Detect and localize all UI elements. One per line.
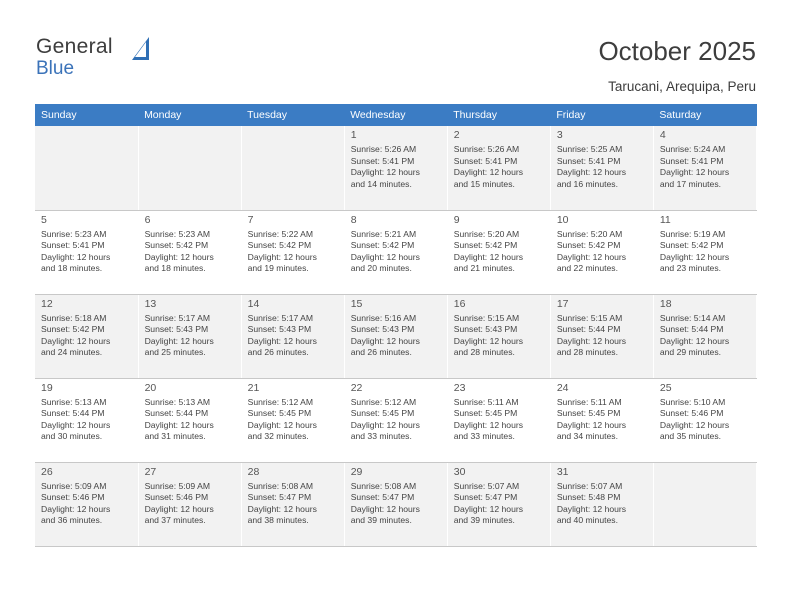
day-info: [145, 397, 236, 443]
day-info: [145, 229, 236, 275]
calendar-day-cell[interactable]: [35, 294, 138, 378]
day-info-sunrise: Sunrise: 5:21 AM: [350, 228, 417, 239]
calendar-day-cell[interactable]: [35, 462, 138, 546]
day-info-daylight1: Daylight: 12 hours: [556, 503, 627, 514]
day-info-sunset: Sunset: 5:47 PM: [453, 492, 518, 503]
calendar-day-cell[interactable]: [550, 378, 653, 462]
calendar-day-cell[interactable]: [447, 126, 550, 210]
page-header: [0, 0, 792, 96]
day-number: 3: [556, 129, 563, 141]
day-info-daylight1: Daylight: 12 hours: [659, 167, 730, 178]
day-number: 5: [41, 213, 47, 226]
calendar-day-cell[interactable]: [344, 294, 447, 378]
day-info: [557, 313, 648, 359]
day-info-sunrise: Sunrise: 5:20 AM: [556, 228, 623, 239]
calendar-day-cell[interactable]: [447, 462, 550, 546]
day-number: 2: [453, 129, 460, 141]
day-info-daylight1: Daylight: 12 hours: [453, 251, 524, 262]
day-info: [454, 397, 545, 443]
day-info-daylight2: and 19 minutes.: [247, 263, 309, 274]
day-info: [660, 397, 751, 443]
day-number: 23: [453, 381, 466, 394]
day-number: 7: [247, 213, 254, 226]
calendar-day-cell[interactable]: [344, 378, 447, 462]
day-info-daylight2: and 26 minutes.: [350, 347, 412, 358]
day-info-daylight1: Daylight: 12 hours: [556, 419, 627, 430]
day-info-daylight1: Daylight: 12 hours: [247, 419, 317, 430]
calendar-day-cell[interactable]: [241, 378, 344, 462]
calendar-day-cell[interactable]: [653, 126, 756, 210]
day-info-sunrise: Sunrise: 5:09 AM: [144, 480, 211, 491]
day-number: 30: [453, 465, 466, 478]
calendar-day-cell[interactable]: [447, 378, 550, 462]
day-info-sunrise: Sunrise: 5:23 AM: [144, 228, 211, 239]
day-info-sunset: Sunset: 5:43 PM: [453, 324, 518, 335]
day-info-sunset: Sunset: 5:41 PM: [453, 155, 518, 166]
calendar-day-cell[interactable]: [138, 210, 241, 294]
day-info-sunrise: Sunrise: 5:14 AM: [659, 312, 726, 323]
day-number: 26: [41, 465, 53, 478]
day-info-sunset: Sunset: 5:41 PM: [659, 155, 724, 166]
calendar-cell-empty: [653, 462, 756, 546]
day-number: 17: [556, 297, 569, 310]
calendar-day-cell[interactable]: [447, 210, 550, 294]
weekday-header-tuesday: Tuesday: [241, 104, 344, 126]
day-info: [557, 481, 648, 527]
day-info-daylight2: and 37 minutes.: [144, 515, 206, 526]
day-info: [454, 229, 545, 275]
day-info-daylight1: Daylight: 12 hours: [144, 503, 214, 514]
day-info-sunset: Sunset: 5:42 PM: [350, 240, 415, 251]
day-info-daylight2: and 33 minutes.: [350, 431, 412, 442]
day-info-sunset: Sunset: 5:48 PM: [556, 492, 621, 503]
day-info-daylight2: and 18 minutes.: [41, 263, 103, 274]
calendar-day-cell[interactable]: [344, 462, 447, 546]
day-info-daylight2: and 34 minutes.: [556, 431, 618, 442]
day-info-sunset: Sunset: 5:42 PM: [144, 240, 209, 251]
day-info-sunset: Sunset: 5:44 PM: [556, 324, 621, 335]
calendar-day-cell[interactable]: [550, 294, 653, 378]
day-info-daylight1: Daylight: 12 hours: [453, 419, 524, 430]
day-info-daylight1: Daylight: 12 hours: [453, 167, 524, 178]
day-info-sunrise: Sunrise: 5:19 AM: [659, 228, 726, 239]
calendar-day-cell[interactable]: [653, 378, 756, 462]
day-info: [41, 397, 133, 443]
calendar-day-cell[interactable]: [653, 294, 756, 378]
day-info-daylight2: and 39 minutes.: [350, 515, 412, 526]
day-info: [351, 144, 442, 190]
day-number: 21: [247, 381, 260, 394]
calendar-week-row: [35, 210, 757, 294]
day-info-daylight1: Daylight: 12 hours: [350, 419, 420, 430]
day-info-sunrise: Sunrise: 5:22 AM: [247, 228, 314, 239]
calendar-week-row: [35, 378, 757, 462]
day-info-daylight2: and 16 minutes.: [556, 178, 618, 189]
day-info-sunset: Sunset: 5:44 PM: [144, 408, 209, 419]
day-info-sunrise: Sunrise: 5:09 AM: [41, 480, 107, 491]
logo-text-blue: Blue: [36, 58, 75, 79]
day-info-sunrise: Sunrise: 5:18 AM: [41, 312, 107, 323]
day-info-sunrise: Sunrise: 5:16 AM: [350, 312, 417, 323]
day-info-daylight2: and 21 minutes.: [453, 263, 515, 274]
day-info-daylight2: and 20 minutes.: [350, 263, 412, 274]
day-info-sunrise: Sunrise: 5:11 AM: [556, 396, 622, 407]
day-info-daylight2: and 31 minutes.: [144, 431, 206, 442]
calendar-day-cell[interactable]: [241, 210, 344, 294]
day-info-sunrise: Sunrise: 5:24 AM: [659, 144, 726, 154]
day-info-daylight2: and 24 minutes.: [41, 347, 103, 358]
day-info-sunset: Sunset: 5:43 PM: [144, 324, 209, 335]
calendar-day-cell[interactable]: [35, 378, 138, 462]
day-number: 28: [247, 465, 260, 478]
calendar-day-cell[interactable]: [241, 462, 344, 546]
day-number: 25: [659, 381, 672, 394]
day-number: 13: [144, 297, 157, 310]
day-info: [557, 144, 648, 190]
day-info: [454, 144, 545, 190]
day-info-daylight2: and 23 minutes.: [659, 263, 722, 274]
weekday-header-friday: Friday: [550, 104, 653, 126]
day-info-sunrise: Sunrise: 5:17 AM: [144, 312, 211, 323]
day-info: [351, 229, 442, 275]
day-info-daylight1: Daylight: 12 hours: [659, 335, 730, 346]
day-info-sunset: Sunset: 5:47 PM: [350, 492, 415, 503]
day-info-daylight2: and 26 minutes.: [247, 347, 309, 358]
day-info-daylight2: and 39 minutes.: [453, 515, 515, 526]
day-info-sunset: Sunset: 5:42 PM: [453, 240, 518, 251]
day-number: 22: [350, 381, 363, 394]
day-info: [248, 397, 339, 443]
triangle-logo-inner-icon: [135, 42, 146, 57]
day-info-daylight2: and 35 minutes.: [659, 431, 722, 442]
day-info: [248, 313, 339, 359]
day-info-daylight2: and 30 minutes.: [41, 431, 103, 442]
day-info: [145, 481, 236, 527]
calendar-table: [35, 104, 757, 547]
day-info-sunrise: Sunrise: 5:23 AM: [41, 228, 107, 239]
calendar-day-cell[interactable]: [344, 210, 447, 294]
day-info-daylight1: Daylight: 12 hours: [247, 335, 317, 346]
day-info-sunset: Sunset: 5:46 PM: [659, 408, 724, 419]
calendar-day-cell[interactable]: [138, 378, 241, 462]
day-info-sunset: Sunset: 5:42 PM: [556, 240, 621, 251]
day-info-sunset: Sunset: 5:41 PM: [41, 240, 105, 251]
calendar-cell-empty: [138, 126, 241, 210]
day-info: [557, 229, 648, 275]
day-number: 4: [659, 129, 666, 141]
day-info: [41, 229, 133, 275]
day-info-sunrise: Sunrise: 5:20 AM: [453, 228, 520, 239]
logo-text-general: General: [36, 35, 113, 58]
day-info-daylight1: Daylight: 12 hours: [659, 419, 730, 430]
calendar-day-cell[interactable]: [138, 462, 241, 546]
day-number: 11: [659, 213, 671, 226]
calendar-week-row: [35, 462, 757, 546]
day-info-sunrise: Sunrise: 5:13 AM: [144, 396, 211, 407]
day-info: [41, 481, 133, 527]
day-info-daylight1: Daylight: 12 hours: [247, 251, 317, 262]
day-info: [454, 481, 545, 527]
day-number: 6: [144, 213, 151, 226]
day-info-sunset: Sunset: 5:45 PM: [247, 408, 312, 419]
day-number: 27: [144, 465, 157, 478]
day-info-daylight1: Daylight: 12 hours: [247, 503, 317, 514]
day-number: 9: [453, 213, 460, 226]
day-info-sunset: Sunset: 5:44 PM: [41, 408, 105, 419]
day-info-daylight1: Daylight: 12 hours: [350, 167, 420, 178]
day-info-daylight1: Daylight: 12 hours: [659, 251, 730, 262]
day-info-daylight1: Daylight: 12 hours: [144, 335, 214, 346]
day-info-daylight2: and 28 minutes.: [556, 347, 618, 358]
day-info-daylight2: and 22 minutes.: [556, 263, 618, 274]
day-info-sunset: Sunset: 5:42 PM: [247, 240, 312, 251]
day-info-sunrise: Sunrise: 5:12 AM: [350, 396, 417, 407]
day-info: [660, 313, 751, 359]
calendar-day-cell[interactable]: [550, 126, 653, 210]
day-info-sunset: Sunset: 5:43 PM: [247, 324, 312, 335]
day-number: 19: [41, 381, 53, 394]
day-info-daylight2: and 38 minutes.: [247, 515, 309, 526]
day-info-daylight1: Daylight: 12 hours: [41, 251, 111, 262]
calendar-day-cell[interactable]: [653, 210, 756, 294]
day-info-sunset: Sunset: 5:45 PM: [556, 408, 621, 419]
day-number: 12: [41, 297, 53, 310]
calendar-day-cell[interactable]: [241, 294, 344, 378]
day-info-sunset: Sunset: 5:42 PM: [41, 324, 105, 335]
day-number: 14: [247, 297, 260, 310]
day-info-sunrise: Sunrise: 5:10 AM: [659, 396, 726, 407]
day-info: [145, 313, 236, 359]
day-info-sunset: Sunset: 5:45 PM: [453, 408, 518, 419]
weekday-header-row: [35, 104, 757, 126]
calendar-day-cell[interactable]: [550, 462, 653, 546]
calendar-day-cell[interactable]: [35, 210, 138, 294]
day-info-sunrise: Sunrise: 5:12 AM: [247, 396, 314, 407]
day-info-daylight1: Daylight: 12 hours: [350, 335, 420, 346]
calendar-day-cell[interactable]: [550, 210, 653, 294]
day-info-sunset: Sunset: 5:45 PM: [350, 408, 415, 419]
day-info-sunset: Sunset: 5:47 PM: [247, 492, 312, 503]
day-info-sunrise: Sunrise: 5:13 AM: [41, 396, 107, 407]
day-info-sunset: Sunset: 5:43 PM: [350, 324, 415, 335]
day-info-daylight2: and 29 minutes.: [659, 347, 722, 358]
day-number: 31: [556, 465, 569, 478]
day-info-daylight1: Daylight: 12 hours: [144, 251, 214, 262]
day-info-sunset: Sunset: 5:41 PM: [556, 155, 621, 166]
day-info-daylight1: Daylight: 12 hours: [41, 503, 111, 514]
day-info: [557, 397, 648, 443]
day-info-daylight1: Daylight: 12 hours: [350, 251, 420, 262]
day-info-sunrise: Sunrise: 5:11 AM: [453, 396, 519, 407]
day-info-daylight2: and 15 minutes.: [453, 178, 515, 189]
day-info-sunrise: Sunrise: 5:15 AM: [556, 312, 623, 323]
day-info: [351, 397, 442, 443]
day-info-daylight1: Daylight: 12 hours: [556, 335, 627, 346]
day-info-daylight1: Daylight: 12 hours: [144, 419, 214, 430]
day-info-daylight1: Daylight: 12 hours: [350, 503, 420, 514]
day-info-sunrise: Sunrise: 5:15 AM: [453, 312, 520, 323]
day-info-daylight2: and 25 minutes.: [144, 347, 206, 358]
day-info: [41, 313, 133, 359]
day-info-daylight2: and 40 minutes.: [556, 515, 618, 526]
day-info: [660, 229, 751, 275]
day-info-sunset: Sunset: 5:41 PM: [350, 155, 415, 166]
logo[interactable]: [36, 36, 196, 82]
day-info-daylight2: and 28 minutes.: [453, 347, 515, 358]
page-title: October 2025: [598, 36, 756, 66]
day-info-sunset: Sunset: 5:42 PM: [659, 240, 724, 251]
day-info-daylight1: Daylight: 12 hours: [41, 419, 111, 430]
day-info-sunrise: Sunrise: 5:07 AM: [556, 480, 623, 491]
calendar-cell-empty: [241, 126, 344, 210]
day-info: [248, 229, 339, 275]
day-info-daylight1: Daylight: 12 hours: [556, 167, 627, 178]
day-number: 20: [144, 381, 157, 394]
calendar-day-cell[interactable]: [138, 294, 241, 378]
weekday-header-monday: Monday: [138, 104, 241, 126]
day-info-sunset: Sunset: 5:46 PM: [41, 492, 105, 503]
day-info-daylight2: and 14 minutes.: [350, 178, 412, 189]
day-info-daylight2: and 17 minutes.: [659, 178, 722, 189]
day-number: 16: [453, 297, 466, 310]
calendar-week-row: [35, 294, 757, 378]
day-number: 8: [350, 213, 357, 226]
day-info-daylight1: Daylight: 12 hours: [453, 503, 524, 514]
day-info-daylight2: and 33 minutes.: [453, 431, 515, 442]
day-number: 18: [659, 297, 672, 310]
day-number: 15: [350, 297, 363, 310]
calendar-week-row: [35, 126, 757, 210]
day-info-sunrise: Sunrise: 5:17 AM: [247, 312, 314, 323]
day-number: 10: [556, 213, 569, 226]
day-number: 1: [350, 129, 357, 141]
day-info: [351, 313, 442, 359]
weekday-header-wednesday: Wednesday: [344, 104, 447, 126]
day-info-daylight1: Daylight: 12 hours: [453, 335, 524, 346]
day-number: 24: [556, 381, 569, 394]
weekday-header-saturday: Saturday: [653, 104, 756, 126]
weekday-header-thursday: Thursday: [447, 104, 550, 126]
day-info-daylight1: Daylight: 12 hours: [41, 335, 111, 346]
day-info-sunrise: Sunrise: 5:26 AM: [350, 144, 417, 154]
day-info-daylight1: Daylight: 12 hours: [556, 251, 627, 262]
day-info-sunset: Sunset: 5:46 PM: [144, 492, 209, 503]
day-info-daylight2: and 36 minutes.: [41, 515, 103, 526]
calendar-day-cell[interactable]: [447, 294, 550, 378]
day-info-sunset: Sunset: 5:44 PM: [659, 324, 724, 335]
weekday-header-sunday: Sunday: [35, 104, 138, 126]
day-info: [351, 481, 442, 527]
day-info: [454, 313, 545, 359]
day-info-sunrise: Sunrise: 5:08 AM: [247, 480, 314, 491]
day-info-daylight2: and 18 minutes.: [144, 263, 206, 274]
day-info-sunrise: Sunrise: 5:08 AM: [350, 480, 417, 491]
calendar-day-cell[interactable]: [344, 126, 447, 210]
calendar-cell-empty: [35, 126, 138, 210]
day-info: [248, 481, 339, 527]
day-number: 29: [350, 465, 363, 478]
day-info-sunrise: Sunrise: 5:07 AM: [453, 480, 520, 491]
day-info: [660, 144, 751, 190]
day-info-sunrise: Sunrise: 5:25 AM: [556, 144, 623, 154]
day-info-sunrise: Sunrise: 5:26 AM: [453, 144, 520, 154]
page-subtitle: Tarucani, Arequipa, Peru: [608, 79, 756, 94]
day-info-daylight2: and 32 minutes.: [247, 431, 309, 442]
